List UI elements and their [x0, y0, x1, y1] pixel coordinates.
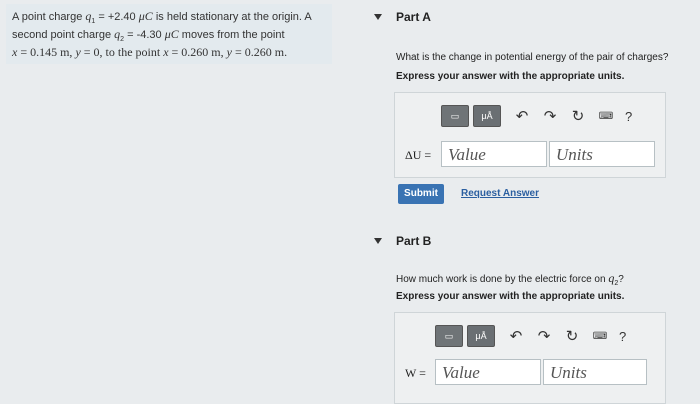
part-b-collapse-caret-icon[interactable] — [374, 238, 382, 244]
problem-line-3: x = 0.145 m, y = 0, to the point x = 0.260 m, y = 0.260 m. — [12, 45, 288, 60]
undo-icon[interactable]: ↶ — [509, 328, 523, 345]
reset-icon[interactable]: ↻ — [565, 328, 579, 345]
part-b-value-input[interactable]: Value — [435, 359, 541, 385]
keyboard-icon[interactable]: ⌨ — [598, 110, 614, 122]
part-a-question: What is the change in potential energy of the pair of charges? — [396, 52, 669, 63]
part-b-units-input[interactable]: Units — [543, 359, 647, 385]
templates-icon[interactable]: ▭ — [435, 325, 463, 347]
undo-icon[interactable]: ↶ — [515, 108, 529, 125]
templates-icon[interactable]: ▭ — [441, 105, 469, 127]
part-a-value-input[interactable]: Value — [441, 141, 547, 167]
part-b-title[interactable]: Part B — [396, 234, 432, 248]
part-a-answer-box — [394, 92, 666, 178]
redo-icon[interactable]: ↷ — [543, 108, 557, 125]
part-a-toolbar — [441, 105, 632, 127]
problem-line-2: second point charge $q_2 = -4.30$ μC moves from the point — [12, 27, 285, 44]
help-icon[interactable]: ? — [625, 108, 633, 124]
part-a-units-input[interactable]: Units — [549, 141, 655, 167]
delta-u-label: ΔU = — [405, 148, 432, 162]
part-a-title[interactable]: Part A — [396, 10, 431, 24]
units-icon[interactable]: μÅ — [473, 105, 501, 127]
redo-icon[interactable]: ↷ — [537, 328, 551, 345]
part-a-instruction: Express your answer with the appropriate units. — [396, 71, 625, 82]
problem-line-1: A point charge $q_1 = +2.40$ μC is held stationary at the origin. A — [12, 9, 312, 26]
part-b-answer-box — [394, 312, 666, 404]
reset-icon[interactable]: ↻ — [571, 108, 585, 125]
part-b-question: How much work is done by the electric force on $q_2$? — [396, 271, 624, 287]
keyboard-icon[interactable]: ⌨ — [592, 330, 608, 342]
part-a-collapse-caret-icon[interactable] — [374, 14, 382, 20]
units-icon[interactable]: μÅ — [467, 325, 495, 347]
submit-button[interactable]: Submit — [398, 184, 444, 204]
w-label: W = — [405, 366, 426, 380]
part-b-instruction: Express your answer with the appropriate units. — [396, 291, 625, 302]
help-icon[interactable]: ? — [619, 328, 627, 344]
part-b-toolbar — [435, 325, 626, 347]
problem-statement — [6, 4, 332, 64]
request-answer-link[interactable]: Request Answer — [461, 188, 539, 199]
